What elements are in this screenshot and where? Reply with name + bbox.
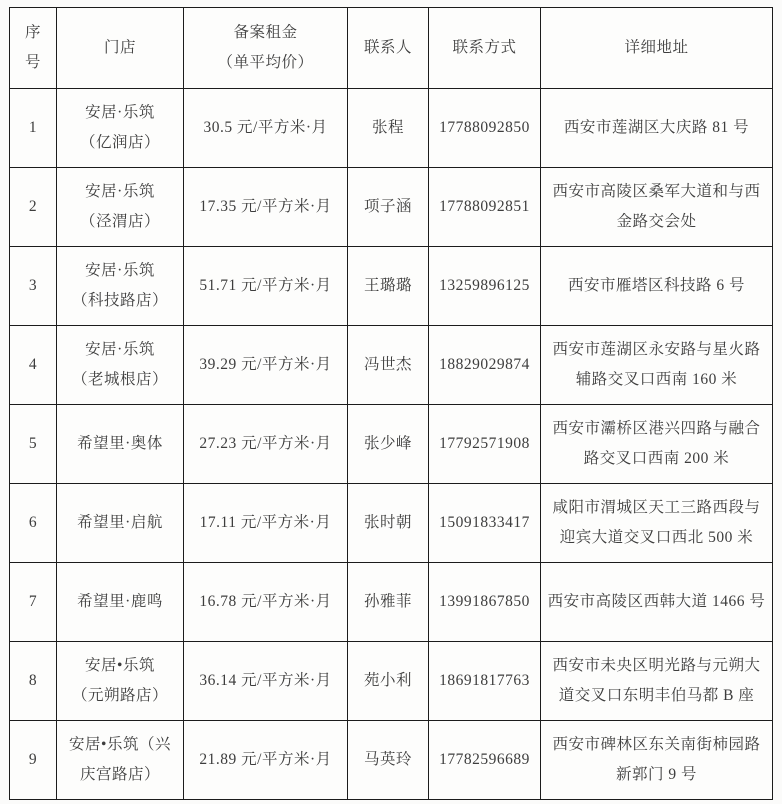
col-header-no: [10, 8, 57, 89]
col-header-phone: 联系方式: [429, 8, 541, 89]
store-branch: （老城根店）: [71, 371, 168, 388]
table-row: [10, 168, 773, 247]
cell-rent: 17.35 元/平方米·月: [184, 168, 348, 247]
store-name: 希望里·启航: [77, 513, 163, 531]
cell-contact: 孙雅菲: [348, 563, 429, 642]
cell-no: 4: [10, 326, 57, 405]
cell-address: 西安市未央区明光路与元朔大道交叉口东明丰伯马都 B 座: [541, 642, 773, 721]
cell-rent: 30.5 元/平方米·月: [184, 89, 348, 168]
store-name: 希望里·奥体: [77, 434, 163, 452]
cell-no: 8: [10, 642, 57, 721]
cell-contact: 苑小利: [348, 642, 429, 721]
cell-no: 9: [10, 721, 57, 800]
cell-phone: 17792571908: [429, 405, 541, 484]
cell-phone: 17788092850: [429, 89, 541, 168]
cell-no: 5: [10, 405, 57, 484]
cell-phone: 18829029874: [429, 326, 541, 405]
cell-rent: 36.14 元/平方米·月: [184, 642, 348, 721]
col-header-store: 门店: [57, 8, 184, 89]
cell-address: 西安市灞桥区港兴四路与融合路交叉口西南 200 米: [541, 405, 773, 484]
cell-store: [57, 326, 184, 405]
cell-phone: 17788092851: [429, 168, 541, 247]
cell-no: 2: [10, 168, 57, 247]
cell-contact: 项子涵: [348, 168, 429, 247]
col-header-rent-line1: 备案租金: [233, 23, 298, 41]
cell-phone: 15091833417: [429, 484, 541, 563]
col-header-contact: 联系人: [348, 8, 429, 89]
cell-store: [57, 484, 184, 563]
cell-store: [57, 168, 184, 247]
table-body: [10, 89, 773, 800]
cell-no: 7: [10, 563, 57, 642]
store-branch: （元朔路店）: [71, 687, 168, 704]
cell-contact: 张时朝: [348, 484, 429, 563]
store-name: 希望里·鹿鸣: [77, 592, 163, 610]
cell-store: [57, 721, 184, 800]
cell-rent: 51.71 元/平方米·月: [184, 247, 348, 326]
cell-address: 西安市莲湖区永安路与星火路辅路交叉口西南 160 米: [541, 326, 773, 405]
store-branch: （泾渭店）: [79, 213, 160, 230]
cell-address: 西安市高陵区西韩大道 1466 号: [541, 563, 773, 642]
store-name: 安居·乐筑: [85, 261, 155, 279]
cell-contact: 张少峰: [348, 405, 429, 484]
table-row: [10, 326, 773, 405]
table-row: [10, 563, 773, 642]
store-branch: （亿润店）: [79, 134, 160, 151]
cell-store: [57, 247, 184, 326]
table-row: [10, 89, 773, 168]
cell-rent: 21.89 元/平方米·月: [184, 721, 348, 800]
cell-phone: 18691817763: [429, 642, 541, 721]
cell-no: 3: [10, 247, 57, 326]
store-name: 安居·乐筑: [85, 182, 155, 200]
col-header-address: 详细地址: [541, 8, 773, 89]
cell-store: [57, 405, 184, 484]
cell-rent: 17.11 元/平方米·月: [184, 484, 348, 563]
cell-store: [57, 89, 184, 168]
col-header-rent-line2: （单平均价）: [217, 54, 314, 71]
cell-phone: 13259896125: [429, 247, 541, 326]
cell-address: 西安市雁塔区科技路 6 号: [541, 247, 773, 326]
cell-rent: 16.78 元/平方米·月: [184, 563, 348, 642]
cell-address: 西安市碑林区东关南街柿园路新郭门 9 号: [541, 721, 773, 800]
cell-store: [57, 642, 184, 721]
cell-phone: 17782596689: [429, 721, 541, 800]
cell-rent: 39.29 元/平方米·月: [184, 326, 348, 405]
table-row: [10, 642, 773, 721]
cell-contact: 王璐璐: [348, 247, 429, 326]
cell-address: 西安市高陵区桑军大道和与西金路交会处: [541, 168, 773, 247]
cell-store: [57, 563, 184, 642]
rental-table: [9, 7, 773, 800]
cell-address: 咸阳市渭城区天工三路西段与迎宾大道交叉口西北 500 米: [541, 484, 773, 563]
store-name: 安居·乐筑: [85, 103, 155, 121]
table-row: [10, 247, 773, 326]
store-branch: （科技路店）: [71, 292, 168, 309]
cell-no: 1: [10, 89, 57, 168]
table-row: [10, 484, 773, 563]
col-header-rent: [184, 8, 348, 89]
table-row: [10, 721, 773, 800]
cell-phone: 13991867850: [429, 563, 541, 642]
cell-address: 西安市莲湖区大庆路 81 号: [541, 89, 773, 168]
cell-contact: 冯世杰: [348, 326, 429, 405]
col-header-no-label: 序号: [24, 24, 41, 71]
cell-contact: 马英玲: [348, 721, 429, 800]
cell-no: 6: [10, 484, 57, 563]
table-row: [10, 405, 773, 484]
table-header: [10, 8, 773, 89]
cell-rent: 27.23 元/平方米·月: [184, 405, 348, 484]
cell-contact: 张程: [348, 89, 429, 168]
header-row: [10, 8, 773, 89]
store-name: 安居•乐筑（兴庆宫路店）: [69, 735, 171, 783]
store-name: 安居•乐筑: [85, 656, 155, 674]
store-name: 安居·乐筑: [85, 340, 155, 358]
